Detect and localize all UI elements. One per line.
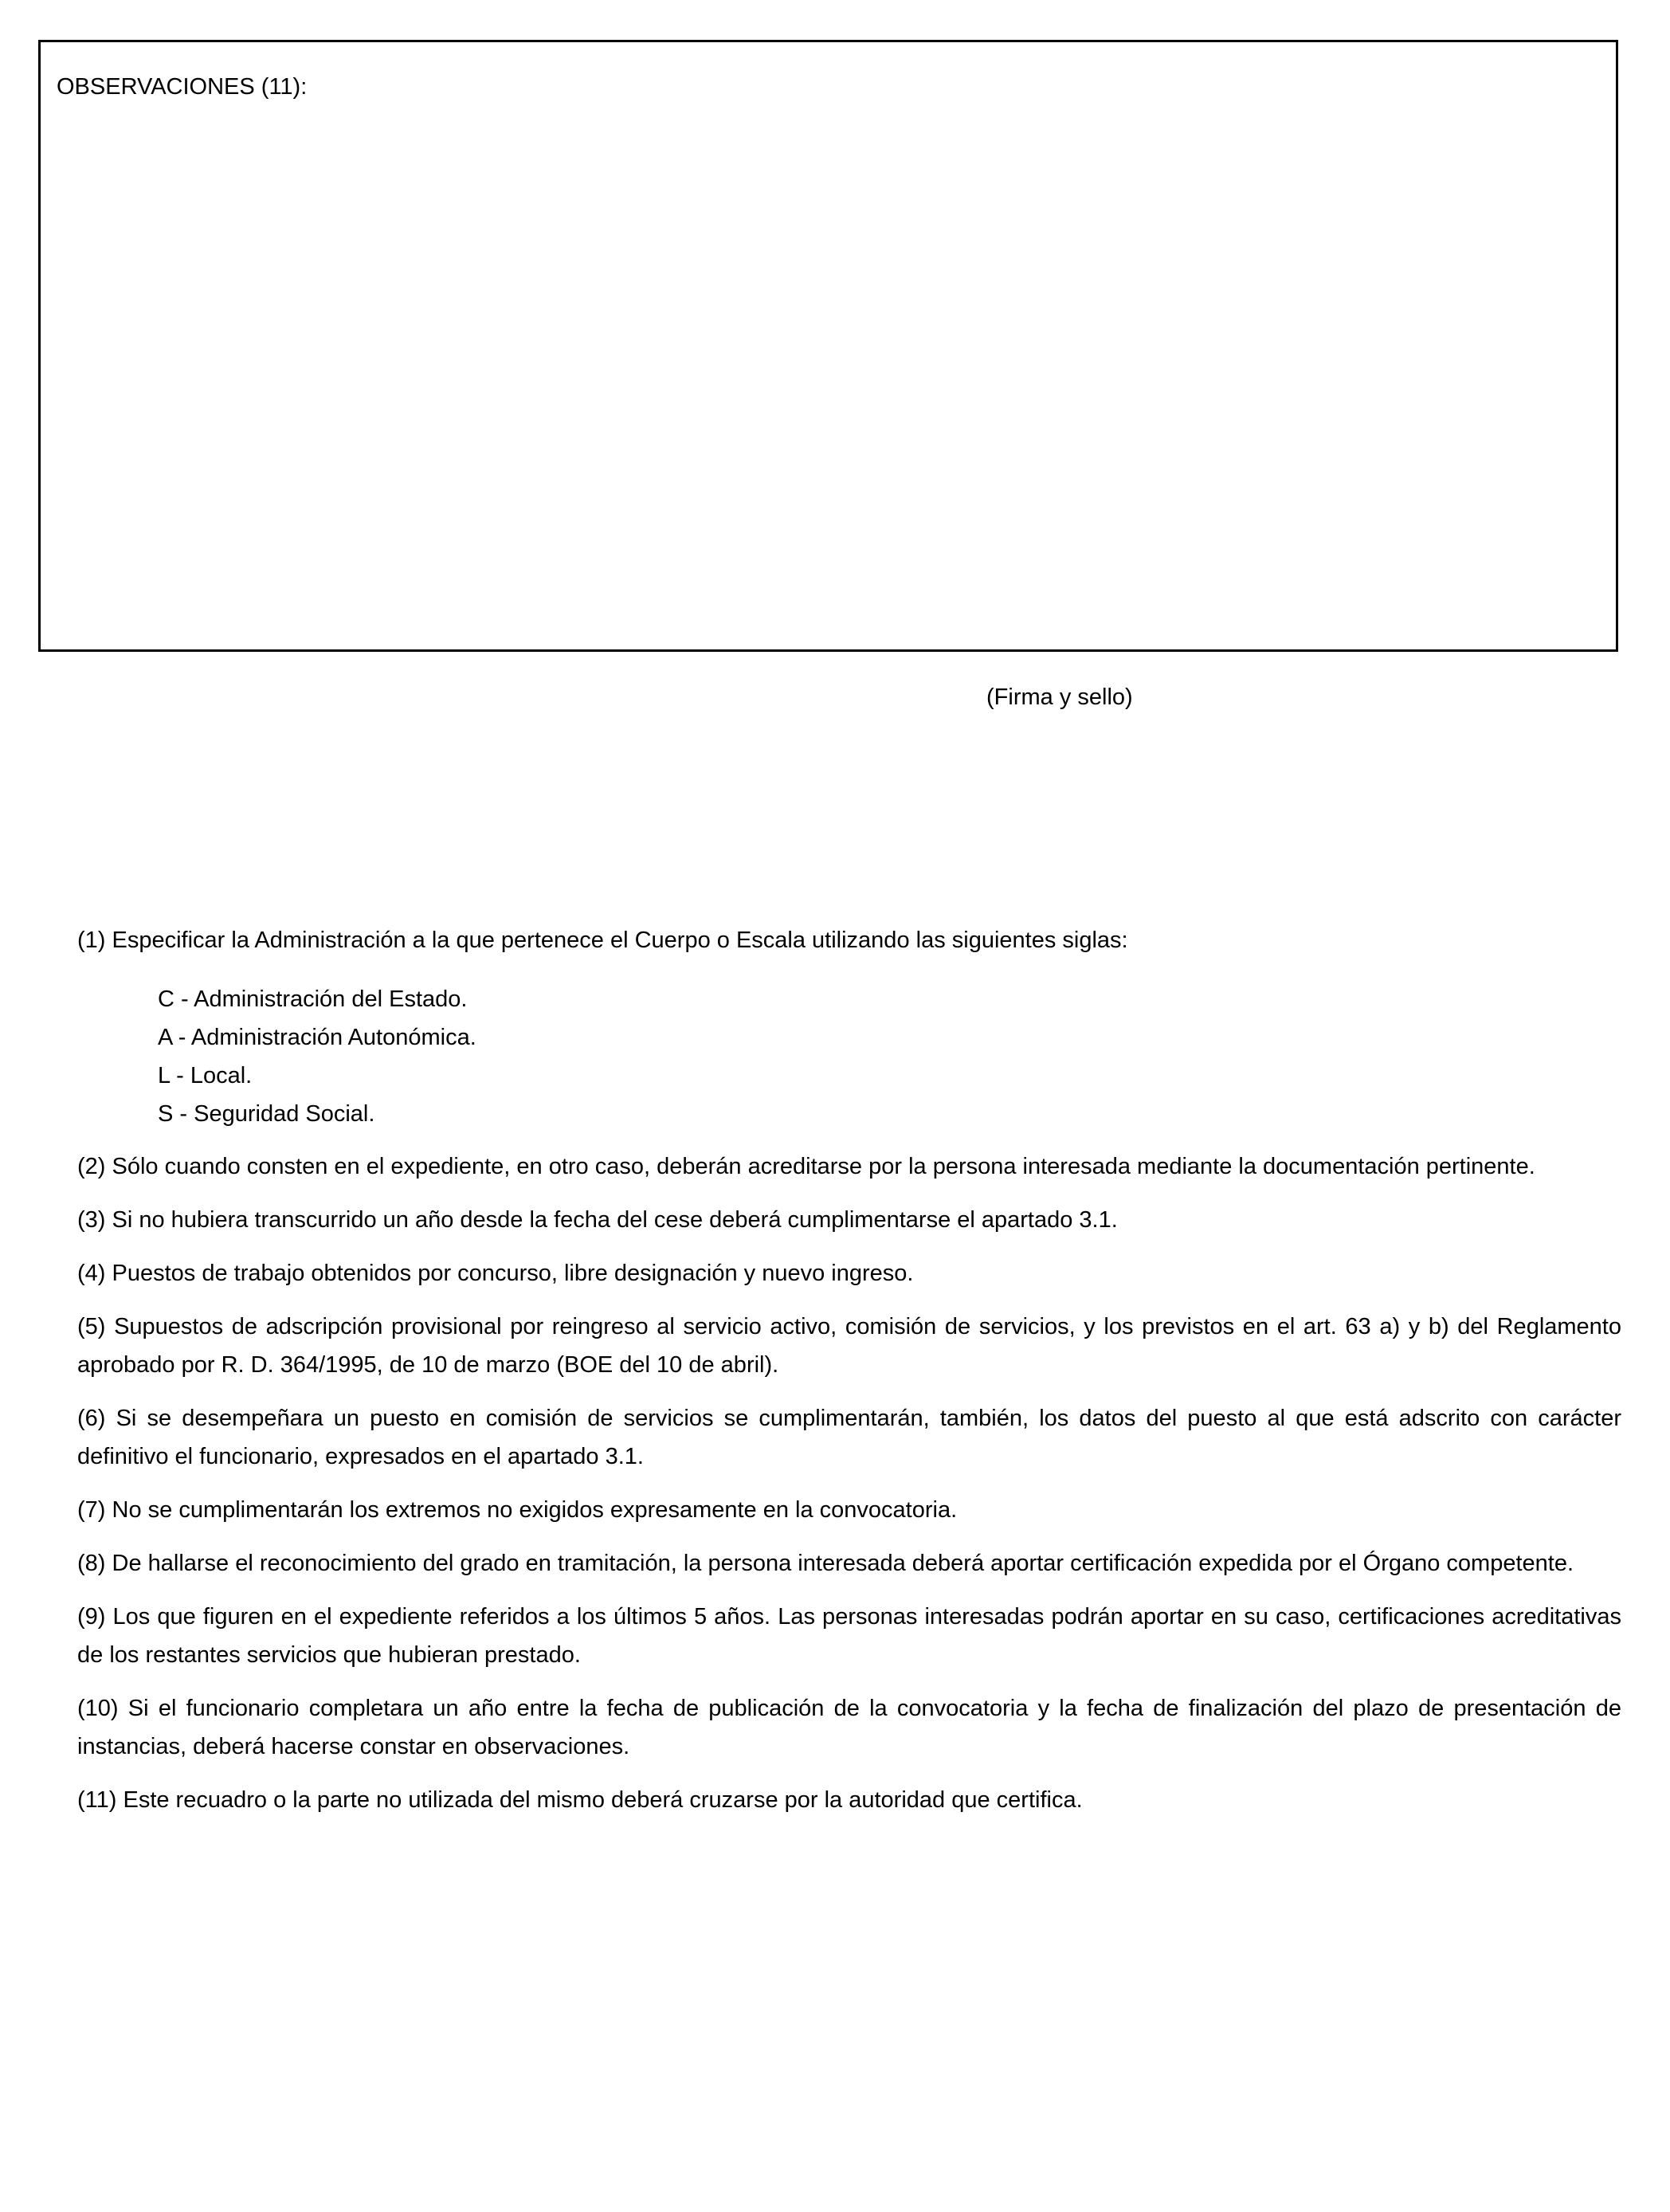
footnote-3: (3) Si no hubiera transcurrido un año desde la fecha del cese deberá cumplimentarse el apartado 3.1. xyxy=(77,1207,1118,1233)
footnote-7: (7) No se cumplimentarán los extremos no exigidos expresamente en la convocatoria. xyxy=(77,1497,958,1523)
observaciones-label: OBSERVACIONES (11): xyxy=(57,74,308,100)
firma-y-sello-label: (Firma y sello) xyxy=(986,684,1133,710)
footnotes-section xyxy=(77,921,1621,1834)
sigla-seguridad-social: S - Seguridad Social. xyxy=(158,1101,375,1127)
footnote-2: (2) Sólo cuando consten en el expediente, en otro caso, deberán acreditarse por la persona interesada mediante la documentación pertinente. xyxy=(77,1154,1535,1179)
footnote-8: (8) De hallarse el reconocimiento del grado en tramitación, la persona interesada deberá aportar certificación expedida por el Órgano competente. xyxy=(77,1551,1574,1576)
footnote-11: (11) Este recuadro o la parte no utilizada del mismo deberá cruzarse por la autoridad que certifica. xyxy=(77,1787,1083,1813)
footnote-4: (4) Puestos de trabajo obtenidos por concurso, libre designación y nuevo ingreso. xyxy=(77,1261,914,1286)
footnote-9: (9) Los que figuren en el expediente referidos a los últimos 5 años. Las personas interesadas podrán aportar en su caso, certificaciones acreditativas de los restantes servicios que hubieran prestado. xyxy=(77,1604,1621,1668)
footnote-10: (10) Si el funcionario completara un año entre la fecha de publicación de la convocatoria y la fecha de finalización del plazo de presentación de instancias, deberá hacerse constar en observaciones. xyxy=(77,1696,1621,1759)
siglas-list xyxy=(158,980,1621,1133)
sigla-estado: C - Administración del Estado. xyxy=(158,986,468,1012)
sigla-local: L - Local. xyxy=(158,1063,253,1088)
footnote-1: (1) Especificar la Administración a la que pertenece el Cuerpo o Escala utilizando las siguientes siglas: xyxy=(77,928,1128,953)
footnote-6: (6) Si se desempeñara un puesto en comisión de servicios se cumplimentarán, también, los datos del puesto al que está adscrito con carácter definitivo el funcionario, expresados en el apartado 3.1. xyxy=(77,1406,1621,1469)
sigla-autonomica: A - Administración Autonómica. xyxy=(158,1025,476,1050)
observaciones-box xyxy=(38,40,1618,652)
footnote-5: (5) Supuestos de adscripción provisional por reingreso al servicio activo, comisión de servicios, y los previstos en el art. 63 a) y b) del Reglamento aprobado por R. D. 364/1995, de 10 de marzo (BOE del 10 de abril). xyxy=(77,1314,1621,1378)
